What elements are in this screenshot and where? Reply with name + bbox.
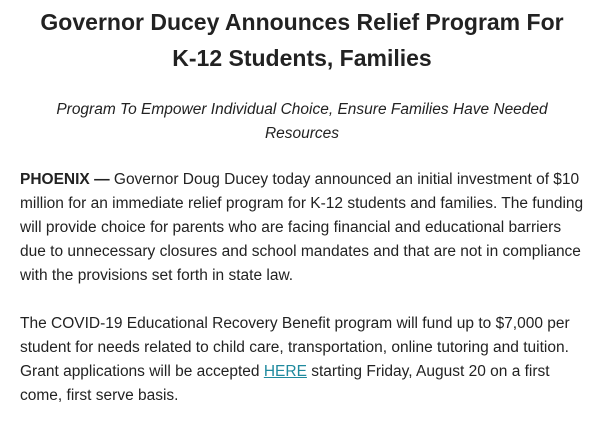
headline-line-2: K-12 Students, Families xyxy=(172,45,432,71)
grant-application-link[interactable]: HERE xyxy=(263,363,307,380)
paragraph-2 xyxy=(20,312,584,408)
headline-line-1: Governor Ducey Announces Relief Program For xyxy=(40,9,564,35)
subheadline-line-1: Program To Empower Individual Choice, Ensure Families Have Needed xyxy=(56,101,548,118)
paragraph-2-text-after-link: starting Friday, August 20 on a first come, first serve basis. xyxy=(20,363,550,404)
paragraph-2-text-before-link: The COVID-19 Educational Recovery Benefit program will fund up to $7,000 per student for needs related to child care, transportation, online tutoring and tuition. Grant applications will be accepted xyxy=(20,315,570,380)
press-release-page xyxy=(0,4,600,408)
subheadline xyxy=(20,98,584,146)
dateline: PHOENIX — xyxy=(20,171,110,188)
subheadline-line-2: Resources xyxy=(264,125,340,142)
paragraph-1 xyxy=(20,168,584,288)
paragraph-1-text: Governor Doug Ducey today announced an initial investment of $10 million for an immediate relief program for K-12 students and families. The funding will provide choice for parents who are facing financial and educational barriers due to unnecessary closures and school mandates and that are not in compliance with the provisions set forth in state law. xyxy=(20,171,584,284)
headline xyxy=(20,4,584,76)
